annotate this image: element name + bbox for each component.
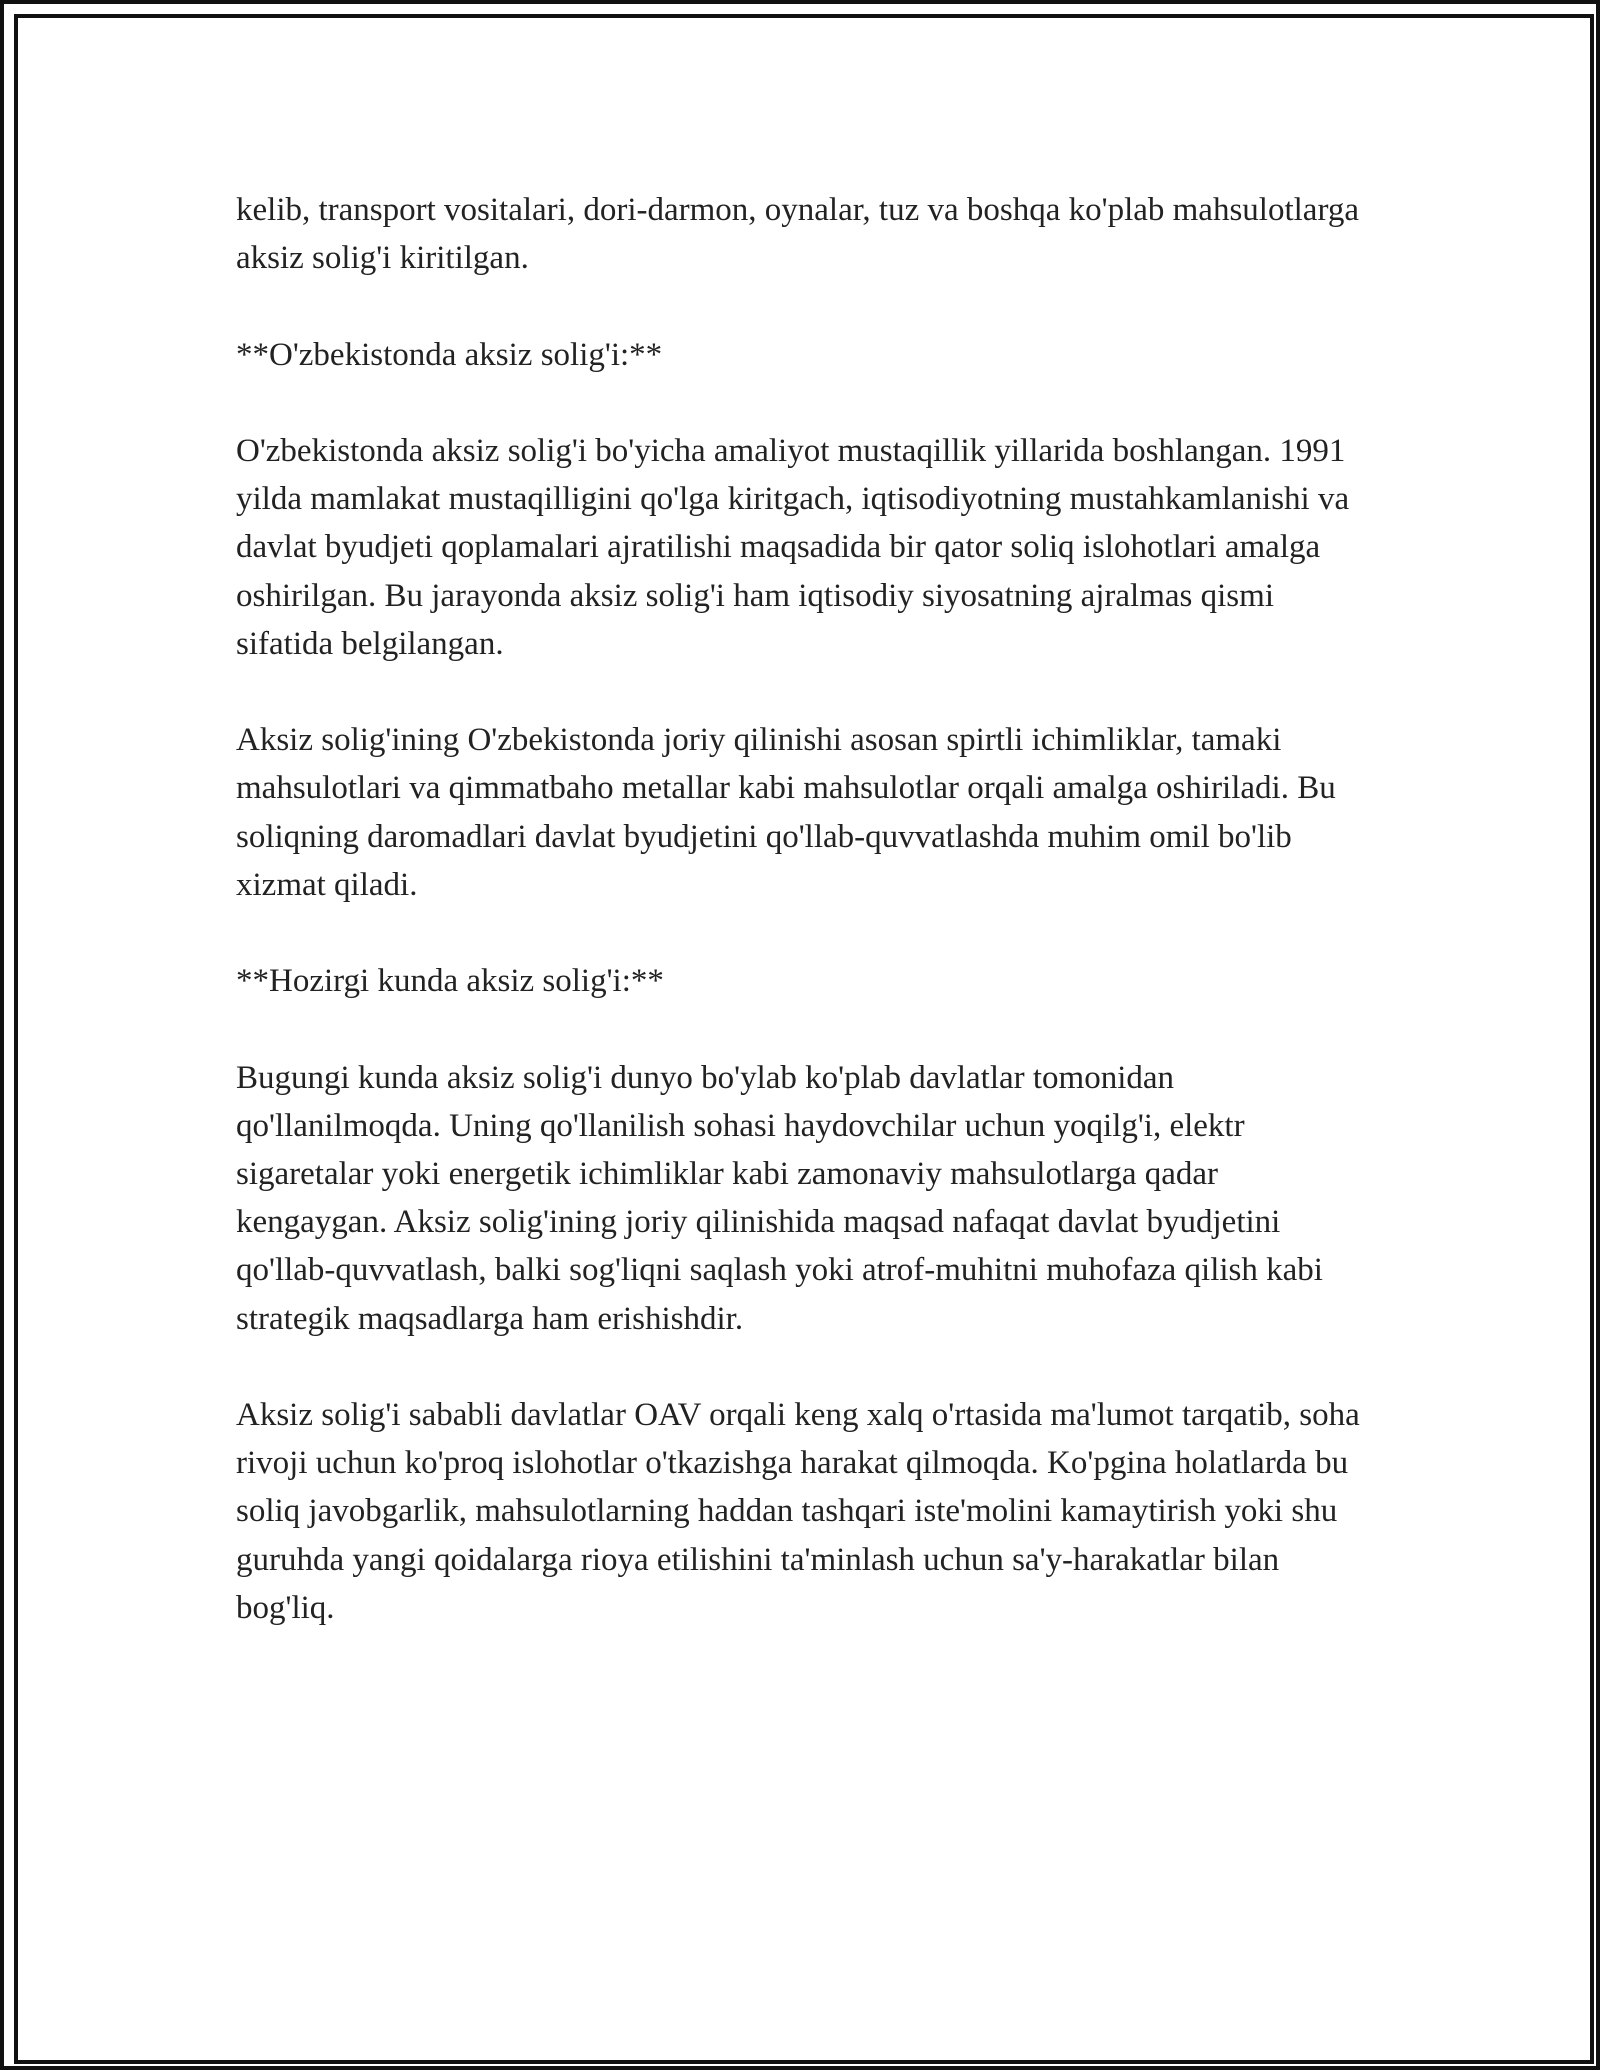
paragraph-current-usage: Bugungi kunda aksiz solig'i dunyo bo'ylab ko'plab davlatlar tomonidan qo'llanilmoqda. Uning qo'llanilish sohasi haydovchilar uchun yoqilg'i, elektr sigaretalar yoki energetik ichimliklar kabi zamonaviy mahsulotlarga qadar kengaygan. Aksiz solig'ining joriy qilinishida maqsad nafaqat davlat byudjetini qo'llab-quvvatlash, balki sog'liqni saqlash yoki atrof-muhitni muhofaza qilish kabi strategik maqsadlarga ham erishishdir. bbox=[236, 1059, 1323, 1337]
section-heading-current: **Hozirgi kunda aksiz solig'i:** bbox=[236, 963, 664, 1000]
document-body bbox=[236, 186, 1376, 1632]
section-heading-uzbekistan: **O'zbekistonda aksiz solig'i:** bbox=[236, 336, 663, 373]
paragraph-uzbekistan-implementation: Aksiz solig'ining O'zbekistonda joriy qilinishi asosan spirtli ichimliklar, tamaki mahsulotlari va qimmatbaho metallar kabi mahsulotlar orqali amalga oshiriladi. Bu soliqning daromadlari davlat byudjetini qo'llab-quvvatlashda muhim omil bo'lib xizmat qiladi. bbox=[236, 722, 1336, 903]
paragraph-reforms: Aksiz solig'i sababli davlatlar OAV orqali keng xalq o'rtasida ma'lumot tarqatib, soha rivoji uchun ko'proq islohotlar o'tkazishga harakat qilmoqda. Ko'pgina holatlarda bu soliq javobgarlik, mahsulotlarning haddan tashqari iste'molini kamaytirish yoki shu guruhda yangi qoidalarga rioya etilishini ta'minlash uchun sa'y-harakatlar bilan bog'liq. bbox=[236, 1396, 1360, 1626]
paragraph-continuation: kelib, transport vositalari, dori-darmon, oynalar, tuz va boshqa ko'plab mahsulotlarga aksiz solig'i kiritilgan. bbox=[236, 192, 1359, 277]
paragraph-uzbekistan-history: O'zbekistonda aksiz solig'i bo'yicha amaliyot mustaqillik yillarida boshlangan. 1991 yilda mamlakat mustaqilligini qo'lga kiritgach, iqtisodiyotning mustahkamlanishi va davlat byudjeti qoplamalari ajratilishi maqsadida bir qator soliq islohotlari amalga oshirilgan. Bu jarayonda aksiz solig'i ham iqtisodiy siyosatning ajralmas qismi sifatida belgilangan. bbox=[236, 432, 1350, 662]
